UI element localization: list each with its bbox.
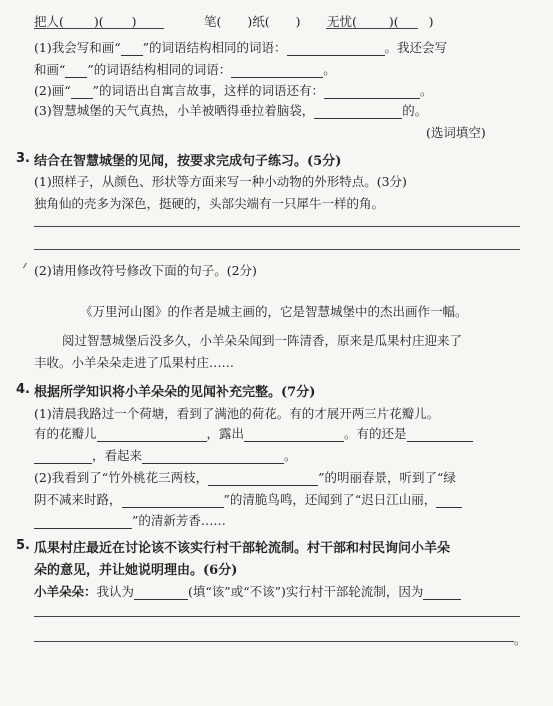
question-3-sub-1: (1)照样子，从颜色、形状等方面来写一种小动物的外形特点。(3分) bbox=[34, 174, 407, 189]
text: 的。 bbox=[402, 103, 428, 118]
word-group-1-prefix: 把人( bbox=[34, 14, 64, 29]
word-group-3-mid: )( bbox=[388, 14, 399, 29]
text: ”的词语结构相同的词语： bbox=[142, 40, 287, 55]
text: (3)智慧城堡的天气真热，小羊被晒得垂拉着脑袋， bbox=[34, 103, 315, 118]
answer-blank[interactable] bbox=[231, 63, 323, 78]
word-group-1-end: ) bbox=[131, 14, 137, 29]
answer-line[interactable] bbox=[34, 226, 520, 227]
answer-blank[interactable] bbox=[423, 585, 461, 600]
answer-blank[interactable] bbox=[122, 493, 224, 508]
answer-blank[interactable] bbox=[134, 585, 188, 600]
text: 阴不减来时路， bbox=[34, 492, 122, 507]
question-4-line-6 bbox=[34, 511, 226, 529]
sentence-to-correct: 《万里河山图》的作者是城主画的，它是智慧城堡中的杰出画作一幅。 bbox=[80, 304, 468, 319]
text: 我认为 bbox=[96, 584, 135, 599]
question-5-answer-line bbox=[34, 582, 461, 600]
word-group-2-prefix: 笔( bbox=[204, 14, 222, 29]
text: ”的清脆鸟鸣，还闻到了“迟日江山丽， bbox=[223, 492, 437, 507]
answer-blank[interactable] bbox=[142, 449, 284, 464]
text: 。我还会写 bbox=[384, 40, 448, 55]
part2-line-4 bbox=[34, 101, 427, 119]
text: 。 bbox=[323, 62, 336, 77]
text: ”的明丽春景，听到了“绿 bbox=[318, 470, 456, 485]
word-group-1-mid: )( bbox=[93, 14, 104, 29]
question-5-title-line-1: 瓜果村庄最近在讨论该不该实行村干部轮流制。村干部和村民询问小羊朵 bbox=[34, 541, 451, 556]
answer-blank[interactable] bbox=[287, 41, 385, 56]
answer-blank[interactable] bbox=[407, 427, 473, 442]
text: ”的词语结构相同的词语： bbox=[87, 62, 232, 77]
text: (1)我会写和画“ bbox=[34, 40, 121, 55]
question-4-line-4 bbox=[34, 468, 456, 486]
answer-blank[interactable] bbox=[314, 104, 402, 119]
underline bbox=[326, 28, 418, 29]
passage-line-2: 丰收。小羊朵朵走进了瓜果村庄…… bbox=[34, 355, 235, 370]
text: 和画“ bbox=[34, 62, 66, 77]
question-3-sub-2: (2)请用修改符号修改下面的句子。(2分) bbox=[34, 263, 257, 278]
word-group-3-end: ) bbox=[428, 14, 434, 29]
answer-line[interactable] bbox=[34, 616, 520, 617]
choose-word-note: (选词填空) bbox=[426, 125, 486, 140]
blank[interactable] bbox=[121, 41, 143, 56]
text: ，露出 bbox=[206, 426, 245, 441]
text: (2)我看到了“竹外桃花三两枝， bbox=[34, 470, 209, 485]
text: ”的清新芳香…… bbox=[132, 513, 226, 528]
answer-blank[interactable] bbox=[34, 449, 92, 464]
answer-blank[interactable] bbox=[97, 427, 207, 442]
text: (2)画“ bbox=[34, 83, 71, 98]
question-4-line-3 bbox=[34, 446, 297, 464]
blank[interactable] bbox=[71, 84, 93, 99]
text: (填“该”或“不该”)实行村干部轮流制，因为 bbox=[188, 584, 424, 599]
answer-blank[interactable] bbox=[34, 514, 132, 529]
text: 。 bbox=[420, 83, 433, 98]
question-4-title: 根据所学知识将小羊朵朵的见闻补充完整。(7分) bbox=[34, 385, 316, 400]
question-3-number: 3. bbox=[16, 151, 30, 166]
answer-line[interactable] bbox=[34, 249, 520, 250]
blank[interactable] bbox=[65, 63, 87, 78]
question-3-title: 结合在智慧城堡的见闻，按要求完成句子练习。(5分) bbox=[34, 154, 342, 169]
pen-mark bbox=[23, 263, 32, 272]
answer-label: 小羊朵朵： bbox=[34, 584, 97, 599]
top-fill-line-b bbox=[204, 12, 301, 30]
part2-line-3 bbox=[34, 81, 433, 99]
passage-line-1: 阅过智慧城堡后没多久，小羊朵朵闻到一阵清香，原来是瓜果村庄迎来了 bbox=[62, 333, 463, 348]
word-group-3-prefix: 无忧( bbox=[327, 14, 357, 29]
part2-line-2 bbox=[34, 60, 336, 78]
answer-line[interactable] bbox=[34, 641, 514, 642]
question-4-number: 4. bbox=[16, 382, 30, 397]
question-5-number: 5. bbox=[16, 538, 30, 553]
underline bbox=[34, 28, 164, 29]
question-4-line-5 bbox=[34, 490, 462, 508]
text: 有的花瓣儿 bbox=[34, 426, 97, 441]
answer-blank[interactable] bbox=[208, 471, 318, 486]
example-sentence: 独角仙的壳多为深色，挺硬的，头部尖端有一只犀牛一样的角。 bbox=[34, 196, 385, 211]
question-4-line-1: (1)清晨我路过一个荷塘，看到了满池的荷花。有的才展开两三片花瓣儿。 bbox=[34, 406, 440, 421]
question-4-line-2 bbox=[34, 424, 473, 442]
end-period: 。 bbox=[514, 632, 527, 647]
answer-blank[interactable] bbox=[436, 493, 462, 508]
word-group-2-end: ) bbox=[295, 14, 301, 29]
part2-line-1 bbox=[34, 38, 447, 56]
text: ，看起来 bbox=[92, 448, 143, 463]
question-5-title-line-2: 朵的意见，并让她说明理由。(6分) bbox=[34, 563, 238, 578]
answer-blank[interactable] bbox=[324, 84, 420, 99]
word-group-2-mid: )纸( bbox=[247, 14, 270, 29]
text: 。 bbox=[284, 448, 297, 463]
answer-blank[interactable] bbox=[244, 427, 344, 442]
text: ”的词语出自寓言故事，这样的词语还有： bbox=[92, 83, 325, 98]
text: 。有的还是 bbox=[344, 426, 407, 441]
